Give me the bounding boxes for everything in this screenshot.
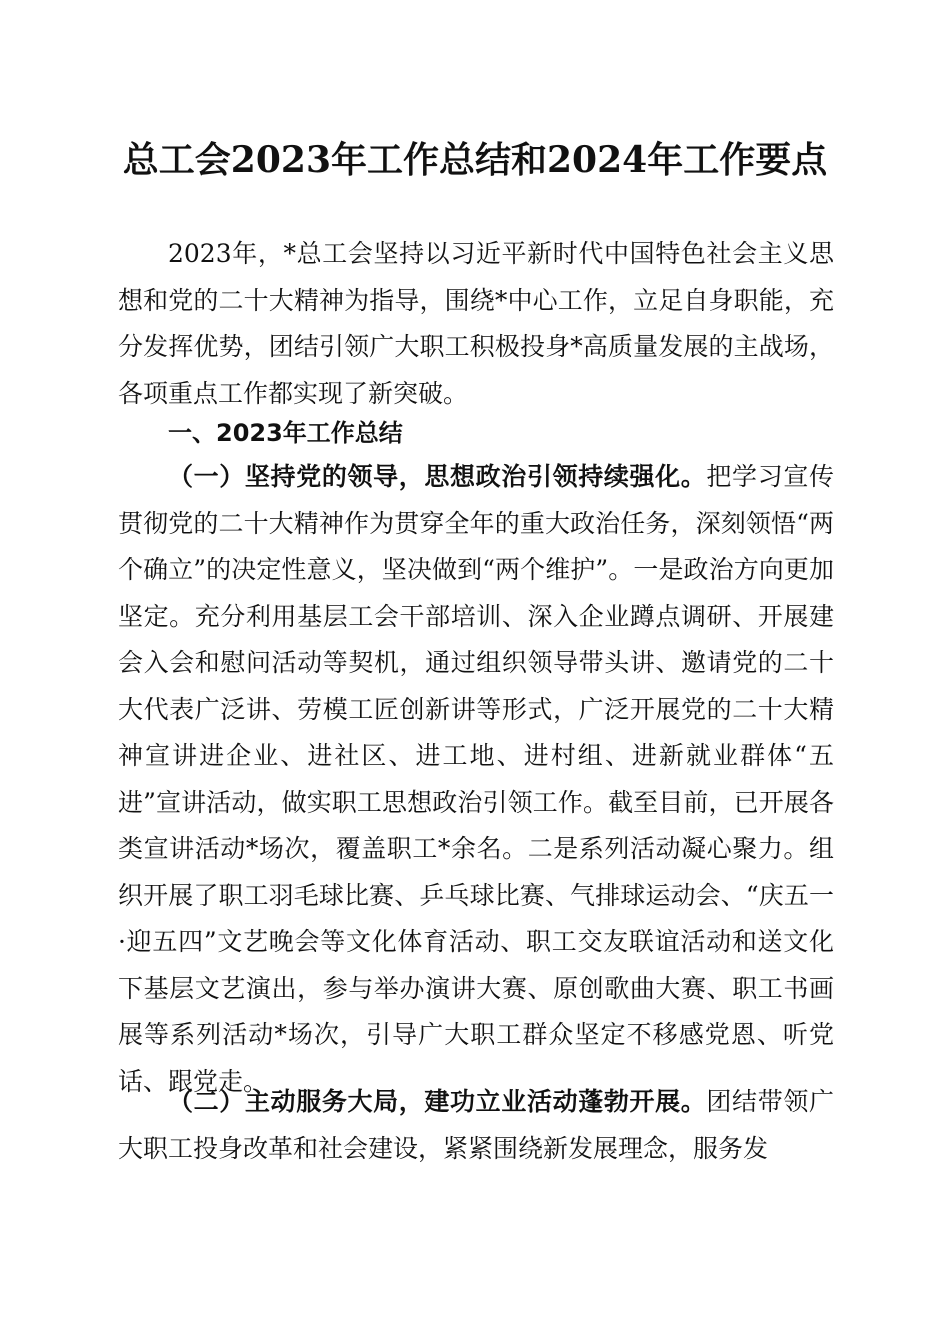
document-title: 总工会2023年工作总结和2024年工作要点 xyxy=(122,139,828,181)
section-1-lead: （一）坚持党的领导，思想政治引领持续强化。 xyxy=(168,462,707,491)
section-heading-1: 一、2023年工作总结 xyxy=(168,419,403,447)
section-2-paragraph xyxy=(118,1079,834,1172)
intro-paragraph: 2023年，*总工会坚持以习近平新时代中国特色社会主义思想和党的二十大精神为指导，围绕*中心工作，立足自身职能，充分发挥优势，团结引领广大职工积极投身*高质量发展的主战场，各项重点工作都实现了新突破。 xyxy=(118,239,834,408)
section-1-text: 把学习宣传贯彻党的二十大精神作为贯穿全年的重大政治任务，深刻领悟“两个确立”的决定性意义，坚决做到“两个维护”。一是政治方向更加坚定。充分利用基层工会干部培训、深入企业蹲点调研、开展建会入会和慰问活动等契机，通过组织领导带头讲、邀请党的二十大代表广泛讲、劳模工匠创新讲等形式，广泛开展党的二十大精神宣讲进企业、进社区、进工地、进村组、进新就业群体“五进”宣讲活动，做实职工思想政治引领工作。截至目前，已开展各类宣讲活动*场次，覆盖职工*余名。二是系列活动凝心聚力。组织开展了职工羽毛球比赛、乒乓球比赛、气排球运动会、“庆五一·迎五四”文艺晚会等文化体育活动、职工交友联谊活动和送文化下基层文艺演出，参与举办演讲大赛、原创歌曲大赛、职工书画展等系列活动*场次，引导广大职工群众坚定不移感党恩、听党话、跟党走。 xyxy=(118,462,834,1096)
section-1-paragraph xyxy=(118,454,834,1105)
section-2-text: 团结带领广大职工投身改革和社会建设，紧紧围绕新发展理念，服务发 xyxy=(118,1087,834,1163)
section-2-lead: （二）主动服务大局，建功立业活动蓬勃开展。 xyxy=(168,1087,707,1116)
